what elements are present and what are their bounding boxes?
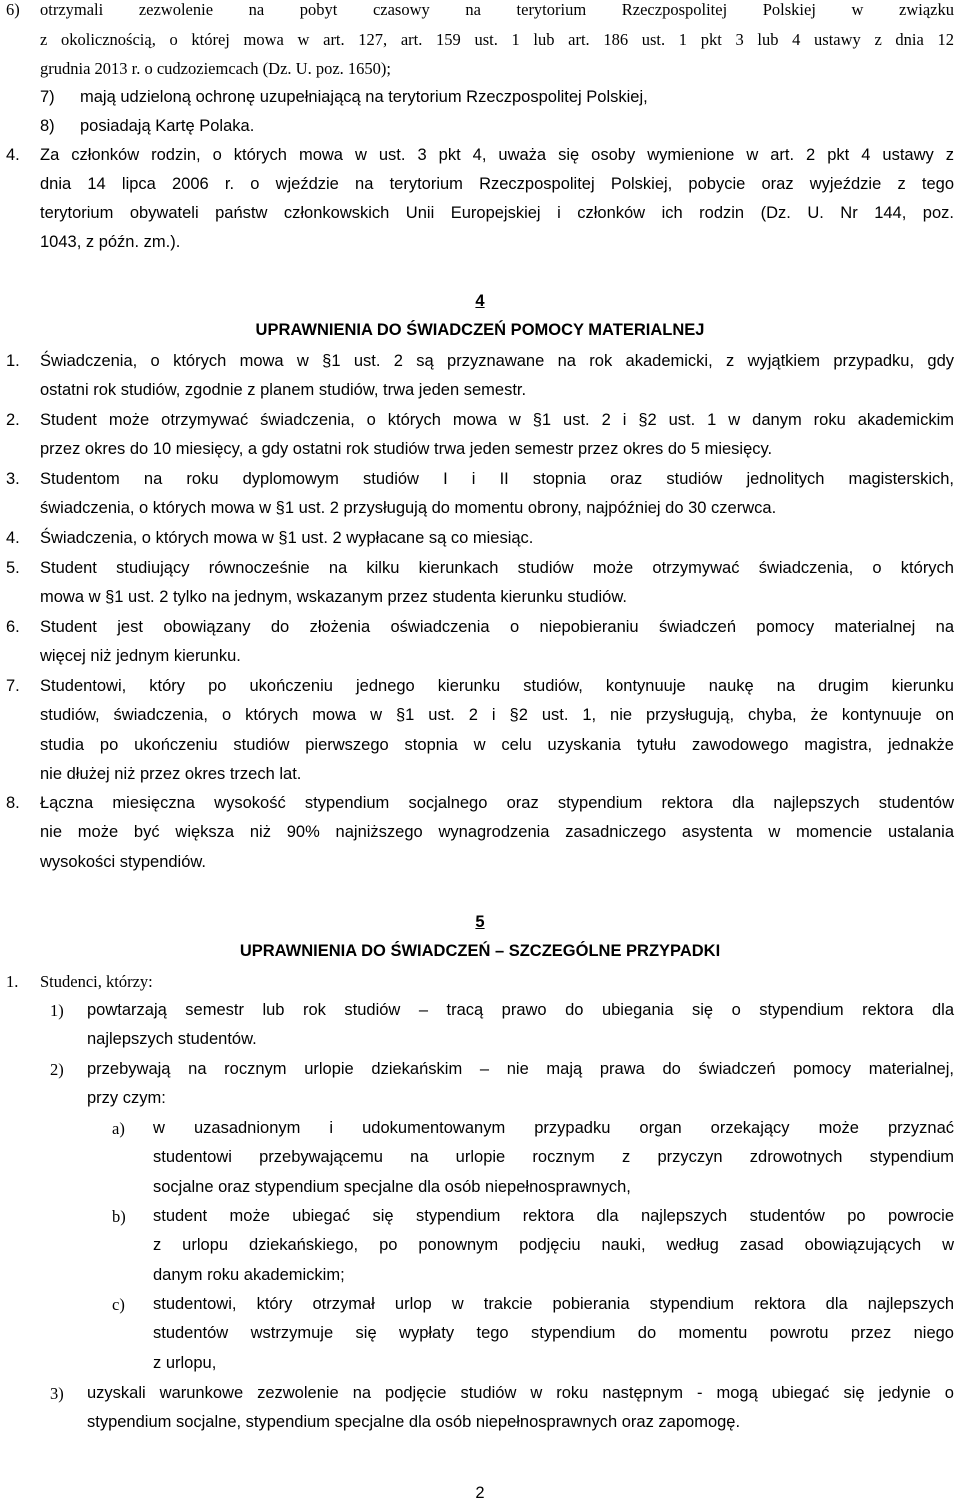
list-item-line: uzyskali warunkowe zezwolenie na podjęcie studiów w roku następnym - mogą ubiegać się jedynie o — [87, 1384, 954, 1402]
list-item-line: powtarzają semestr lub rok studiów – tracą prawo do ubiegania się o stypendium rektora dla — [87, 1001, 954, 1019]
list-item-line: więcej niż jednym kierunku. — [40, 647, 241, 666]
list-item-number: 2) — [50, 1060, 64, 1079]
list-item-line: nie dłużej niż przez okres trzech lat. — [40, 764, 302, 783]
list-item-line: Świadczenia, o których mowa w §1 ust. 2 są przyznawane na rok akademicki, z wyjątkiem przypadku, gdy — [40, 352, 954, 370]
list-item-line: socjalne oraz stypendium specjalne dla osób niepełnosprawnych, — [153, 1177, 631, 1196]
list-item-line: otrzymali zezwolenie na pobyt czasowy na terytorium Rzeczpospolitej Polskiej w związku — [40, 0, 954, 19]
list-item-line: studentowi, który otrzymał urlop w trakcie pobierania stypendium rektora dla najlepszych — [153, 1295, 954, 1313]
list-item-line: Student może otrzymywać świadczenia, o których mowa w §1 ust. 2 i §2 ust. 1 w danym roku akademickim — [40, 411, 954, 429]
list-item-number: 2. — [6, 411, 20, 429]
list-item-line: Świadczenia, o których mowa w §1 ust. 2 wypłacane są co miesiąc. — [40, 529, 534, 547]
list-item-line: w uzasadnionym i udokumentowanym przypadku organ orzekający może przyznać — [153, 1119, 954, 1137]
paragraph-number: 4. — [6, 146, 20, 164]
list-item-number: c) — [112, 1295, 125, 1314]
list-item-line: ostatni rok studiów, zgodnie z planem studiów, trwa jeden semestr. — [40, 381, 527, 400]
list-item-line: wysokości stypendiów. — [40, 852, 206, 871]
list-item-line: Student jest obowiązany do złożenia oświadczenia o niepobieraniu świadczeń pomocy materialnej na — [40, 618, 954, 636]
list-item-text: mają udzieloną ochronę uzupełniającą na terytorium Rzeczpospolitej Polskiej, — [80, 88, 648, 106]
list-item-line: studia po ukończeniu studiów pierwszego stopnia w celu uzyskania tytułu zawodowego magistra, jednakże — [40, 735, 954, 754]
paragraph-line: Za członków rodzin, o których mowa w ust. 3 pkt 4, uważa się osoby wymienione w art. 2 pkt 4 ustawy z — [40, 146, 954, 164]
list-item-line: przebywają na rocznym urlopie dziekańskim – nie mają prawa do świadczeń pomocy materialnej, — [87, 1060, 954, 1078]
list-item-line: Student studiujący równocześnie na kilku kierunkach studiów może otrzymywać świadczenia, o których — [40, 559, 954, 577]
list-item-line: studiów, świadczenia, o których mowa w §1 ust. 2 i §2 ust. 1, nie przysługują, chyba, że kontynuuje on — [40, 706, 954, 725]
list-item-line: Łączna miesięczna wysokość stypendium socjalnego oraz stypendium rektora dla najlepszych studentów — [40, 794, 954, 812]
list-item-number: 6. — [6, 618, 20, 636]
list-item-number: 1. — [6, 352, 20, 370]
section-4-title: UPRAWNIENIA DO ŚWIADCZEŃ POMOCY MATERIALNEJ — [255, 321, 705, 339]
list-item-line: przy czym: — [87, 1089, 166, 1108]
list-item-line: z okolicznością, o której mowa w art. 127, art. 159 ust. 1 lub art. 186 ust. 1 pkt 3 lub 4 ustawy z dnia 12 — [40, 30, 954, 49]
list-item-number: b) — [112, 1207, 126, 1226]
list-item-number: 1) — [50, 1001, 64, 1020]
paragraph-text: Studenci, którzy: — [40, 972, 153, 991]
paragraph-line: terytorium obywateli państw członkowskich Unii Europejskiej i członków ich rodzin (Dz. U. Nr 144, poz. — [40, 204, 954, 222]
list-item-line: stypendium socjalne, stypendium specjalne dla osób niepełnosprawnych oraz zapomogę. — [87, 1413, 741, 1432]
list-item-line: z urlopu, — [153, 1353, 217, 1372]
section-number-text: 4 — [475, 292, 485, 310]
page-number: 2 — [475, 1484, 485, 1502]
list-item-line: mowa w §1 ust. 2 tylko na jednym, wskazanym przez studenta kierunku studiów. — [40, 588, 627, 607]
list-item-number: 3. — [6, 470, 20, 488]
paragraph-line: 1043, z późn. zm.). — [40, 233, 181, 251]
list-item-line: studentowi przebywającemu na urlopie rocznym z przyczyn zdrowotnych stypendium — [153, 1148, 954, 1167]
list-item-number: a) — [112, 1119, 125, 1138]
section-4-number — [0, 292, 960, 311]
list-item-number: 7) — [40, 88, 55, 106]
list-item-line: studentów wstrzymuje się wypłaty tego stypendium do momentu powrotu przez niego — [153, 1324, 954, 1343]
list-item-line: najlepszych studentów. — [87, 1030, 257, 1049]
list-item-number: 8) — [40, 117, 55, 135]
list-item-number: 3) — [50, 1384, 64, 1403]
list-item-number: 7. — [6, 677, 20, 695]
list-item-line: świadczenia, o których mowa w §1 ust. 2 przysługują do momentu obrony, najpóźniej do 30 czerwca. — [40, 499, 777, 518]
list-item-text: posiadają Kartę Polaka. — [80, 117, 255, 135]
list-item-line: z urlopu dziekańskiego, po ponownym podjęciu nauki, według zasad obowiązujących w — [153, 1236, 954, 1255]
section-5-title: UPRAWNIENIA DO ŚWIADCZEŃ – SZCZEGÓLNE PRZYPADKI — [239, 942, 721, 960]
list-item-number: 5. — [6, 559, 20, 577]
paragraph-number: 1. — [6, 972, 19, 991]
list-item-line: student może ubiegać się stypendium rektora dla najlepszych studentów po powrocie — [153, 1207, 954, 1225]
list-item-line: nie może być większa niż 90% najniższego wynagrodzenia zasadniczego asystenta w momencie ustalania — [40, 823, 954, 842]
list-item-number: 8. — [6, 794, 20, 812]
section-number-text: 5 — [475, 913, 485, 931]
list-item-line: grudnia 2013 r. o cudzoziemcach (Dz. U. poz. 1650); — [40, 59, 391, 78]
list-item-number: 6) — [6, 0, 20, 19]
list-item-line: Studentowi, który po ukończeniu jednego kierunku studiów, kontynuuje naukę na drugim kierunku — [40, 677, 954, 695]
list-item-number: 4. — [6, 529, 20, 547]
section-5-number — [0, 913, 960, 932]
list-item-line: Studentom na roku dyplomowym studiów I i II stopnia oraz studiów jednolitych magisterskich, — [40, 470, 954, 488]
list-item-line: przez okres do 10 miesięcy, a gdy ostatni rok studiów trwa jeden semestr przez okres do 5 miesięcy. — [40, 440, 773, 459]
list-item-line: danym roku akademickim; — [153, 1265, 345, 1284]
paragraph-line: dnia 14 lipca 2006 r. o wjeździe na terytorium Rzeczpospolitej Polskiej, pobycie oraz wyjeździe z tego — [40, 175, 954, 193]
